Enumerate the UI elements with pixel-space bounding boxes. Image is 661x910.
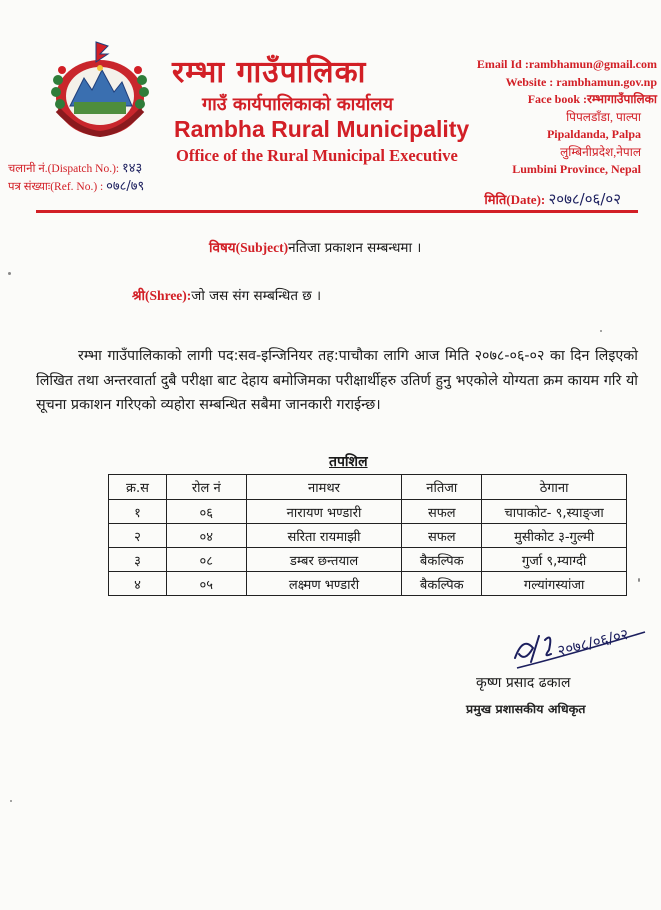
header-serial: क्र.स xyxy=(109,475,167,500)
cell-address: गल्यांगस्यांजा xyxy=(482,572,627,596)
shree-label: श्री(Shree): xyxy=(132,288,192,303)
cell-address: गुर्जा ९,म्याग्दी xyxy=(482,548,627,572)
scan-speck xyxy=(8,272,11,275)
nepal-emblem-logo xyxy=(38,40,166,140)
header-divider xyxy=(36,210,638,213)
table-row xyxy=(109,572,627,596)
cell-roll: ०८ xyxy=(166,548,246,572)
cell-roll: ०६ xyxy=(166,500,246,524)
letter-date xyxy=(484,189,621,209)
cell-name: नारायण भण्डारी xyxy=(246,500,402,524)
cell-result: सफल xyxy=(402,524,482,548)
cell-name: डम्बर छन्तयाल xyxy=(246,548,402,572)
address-nepali: पिपलडाँडा, पाल्पा xyxy=(566,109,641,124)
cell-result: बैकल्पिक xyxy=(402,548,482,572)
header-roll: रोल नं xyxy=(166,475,246,500)
office-name-english: Office of the Rural Municipal Executive xyxy=(176,146,458,165)
cell-name: सरिता रायमाझी xyxy=(246,524,402,548)
signature-date: २०७८/०६/०२ xyxy=(555,624,631,660)
municipality-name-nepali: रम्भा गाउँपालिका xyxy=(172,55,367,90)
province-english: Lumbini Province, Nepal xyxy=(512,162,641,176)
facebook-page: Face book :रम्भागाउँपालिका xyxy=(527,92,657,106)
cell-serial: २ xyxy=(109,524,167,548)
website-link[interactable]: Website : rambhamun.gov.np xyxy=(505,74,657,89)
reference-number xyxy=(8,176,144,194)
dispatch-number xyxy=(8,158,142,176)
signatory-designation-stamp: प्रमुख प्रशासकीय अधिकृत xyxy=(466,702,586,716)
cell-name: लक्ष्मण भण्डारी xyxy=(246,572,402,596)
shree-text: जो जस संग सम्बन्धित छ । xyxy=(191,288,322,304)
addressee-line xyxy=(132,286,321,304)
cell-result: बैकल्पिक xyxy=(402,572,482,596)
handwritten-signature xyxy=(505,618,650,678)
table-header-row xyxy=(109,475,627,500)
subject-text: नतिजा प्रकाशन सम्बन्धमा । xyxy=(288,240,422,256)
date-label: मिति(Date): xyxy=(484,192,546,207)
header-address: ठेगाना xyxy=(482,475,627,500)
contact-block xyxy=(477,56,657,179)
cell-roll: ०५ xyxy=(166,572,246,596)
province-nepali: लुम्बिनीप्रदेश,नेपाल xyxy=(560,144,641,159)
scan-speck xyxy=(638,578,640,582)
cell-serial: १ xyxy=(109,500,167,524)
dispatch-label: चलानी नं.(Dispatch No.): xyxy=(8,163,120,175)
table-row xyxy=(109,500,627,524)
header-result: नतिजा xyxy=(402,475,482,500)
email-address[interactable]: Email Id :rambhamun@gmail.com xyxy=(476,57,657,71)
table-title: तपशिल xyxy=(329,454,368,470)
signatory-name: कृष्ण प्रसाद ढकाल xyxy=(476,675,571,691)
cell-serial: ३ xyxy=(109,548,167,572)
cell-result: सफल xyxy=(402,500,482,524)
address-english: Pipaldanda, Palpa xyxy=(546,127,641,141)
table-row xyxy=(109,548,627,572)
scan-speck xyxy=(10,800,12,802)
ref-value: ०७८/७९ xyxy=(106,179,145,194)
cell-address: मुसीकोट ३-गुल्मी xyxy=(482,524,627,548)
body-paragraph: रम्भा गाउँपालिकाको लागी पद:सव-इन्जिनियर तह:पाचौका लागि आज मिति २०७८-०६-०२ का दिन लिइएको लिखित तथा अन्तरवार्ता दुबै परीक्षा बाट देहाय बमोजिमका परीक्षार्थीहरु उतिर्ण हुनु भएकोले योग्यता क्रम कायम गरि यो सूचना प्रकाशन गरिएको व्यहोरा सम्बन्धित सबैमा जानकारी गराईन्छ। xyxy=(36,348,638,413)
dispatch-value: १४३ xyxy=(121,161,143,176)
table-row xyxy=(109,524,627,548)
results-table xyxy=(108,474,627,596)
municipality-name-english: Rambha Rural Municipality xyxy=(174,116,470,142)
cell-address: चापाकोट- ९,स्याङ्जा xyxy=(482,500,627,524)
scan-speck xyxy=(600,330,602,332)
cell-serial: ४ xyxy=(109,572,167,596)
ref-label: पत्र संख्याः(Ref. No.) : xyxy=(8,181,104,193)
office-name-nepali: गाउँ कार्यपालिकाको कार्यालय xyxy=(202,94,394,115)
subject-label: विषय(Subject) xyxy=(209,240,289,255)
subject-line xyxy=(209,238,421,256)
header-name: नामथर xyxy=(246,475,402,500)
cell-roll: ०४ xyxy=(166,524,246,548)
date-value: २०७८/०६/०२ xyxy=(548,190,621,208)
